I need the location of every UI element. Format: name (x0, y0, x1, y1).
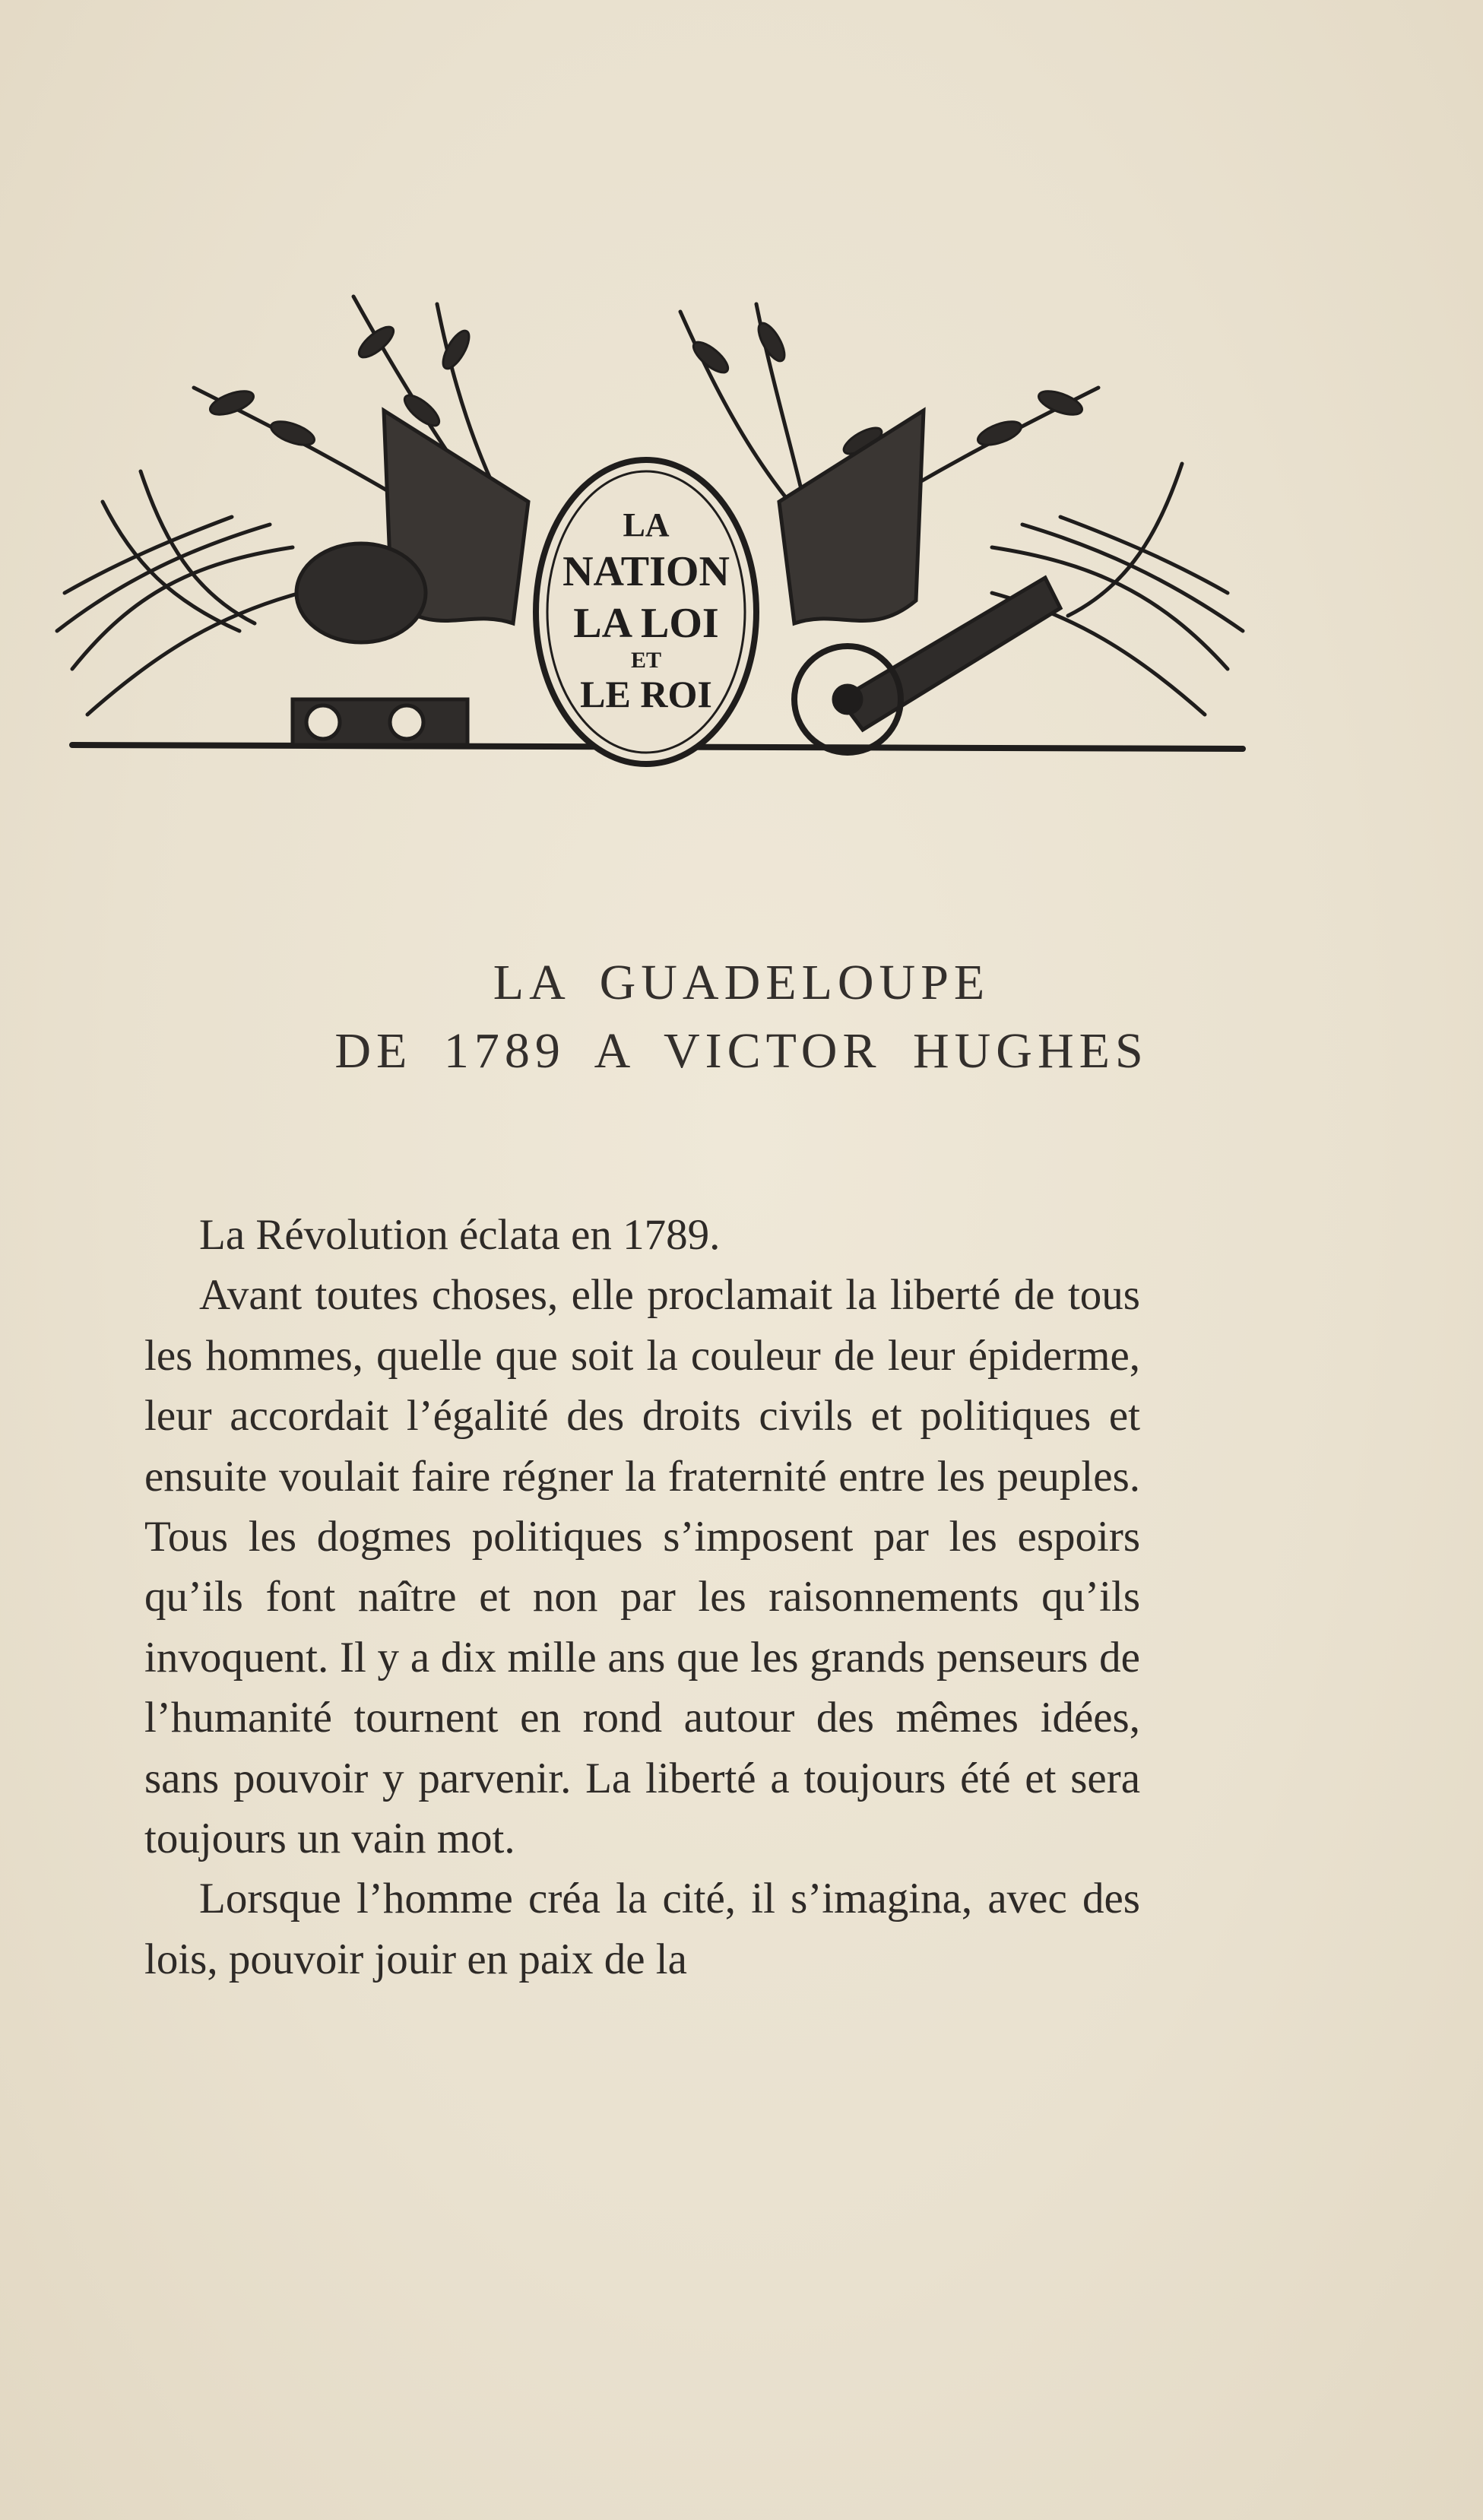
medallion-text-2: NATION (562, 548, 730, 595)
chapter-body (144, 1205, 1140, 1989)
chapter-title-line-2: DE 1789 A VICTOR HUGHES (334, 1023, 1149, 1079)
medallion-text-1: LA (623, 506, 670, 544)
medallion-text-5: LE ROI (580, 673, 712, 715)
medallion-text-3: LA LOI (573, 600, 719, 647)
left-palm-icon (57, 471, 300, 715)
paragraph: Avant toutes choses, elle proclamait la liberté de tous les hommes, quelle que soit la couleur de leur épiderme, leur accordait l’égalité des droits civils et politiques et ensuite voulait faire régner la fraternité entre les peuples. Tous les dogmes politiques s’imposent par les espoirs qu’ils font naître et non par les raisonnements qu’ils invoquent. Il y a dix mille ans que les grands penseurs de l’humanité tournent en rond autour des mêmes idées, sans pouvoir y parvenir. La liberté a toujours été et sera toujours un vain mot. (144, 1271, 1140, 1863)
medallion-text-4: ET (630, 648, 662, 673)
paragraph: Lorsque l’homme créa la cité, il s’imagina, avec des lois, pouvoir jouir en paix de la (144, 1875, 1140, 1983)
revolutionary-trophy-vignette (42, 274, 1250, 783)
chapter-title-line-1: LA GUADELOUPE (493, 955, 990, 1010)
helmet-icon (296, 544, 426, 642)
paragraph: La Révolution éclata en 1789. (199, 1211, 721, 1259)
